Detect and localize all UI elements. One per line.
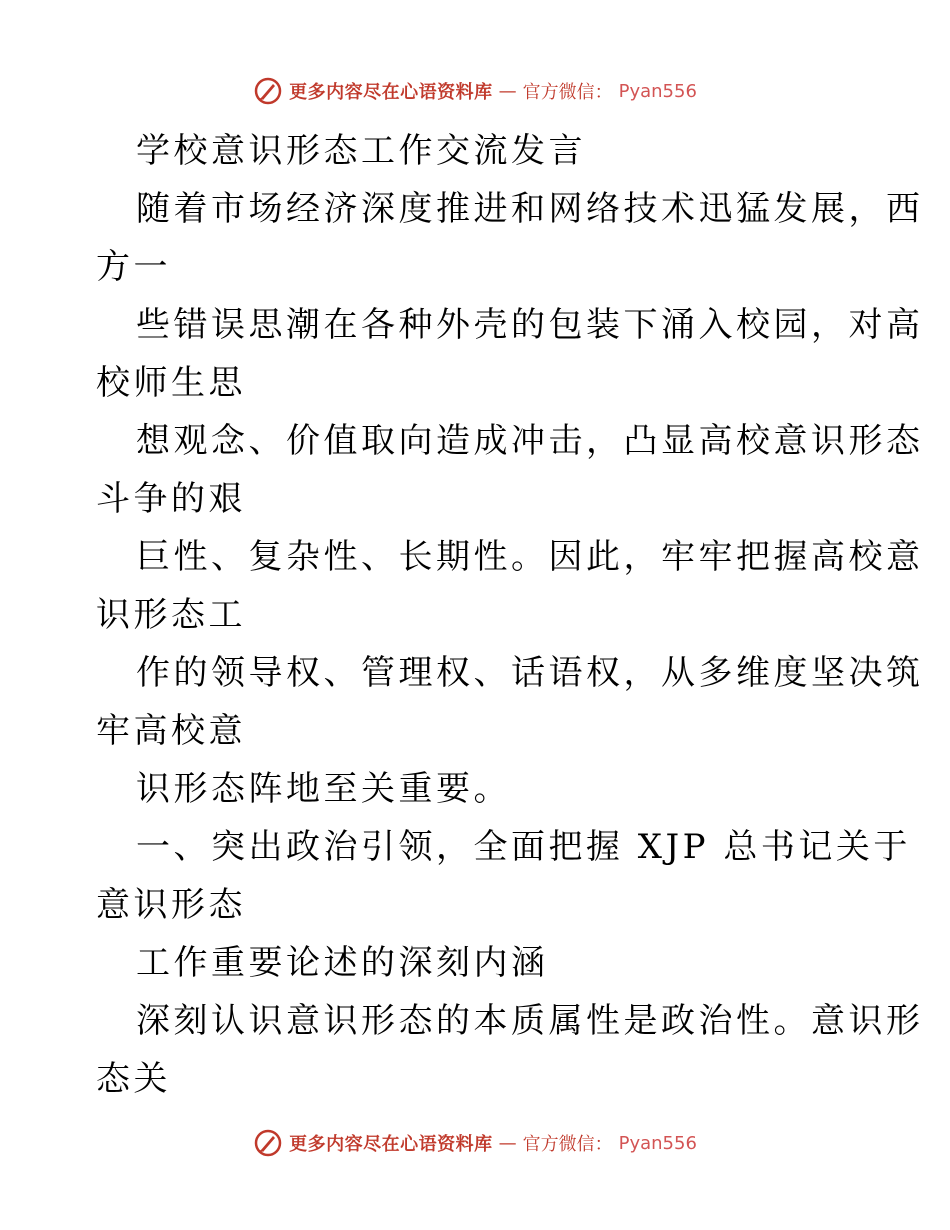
paragraph-line-wrap: 牢高校意: [96, 711, 246, 751]
watermark-separator: —: [498, 1132, 517, 1154]
paragraph: [96, 180, 924, 296]
paragraph: [96, 992, 924, 1108]
section-heading: [96, 818, 911, 934]
paragraph-line-wrap: 校师生思: [96, 363, 246, 403]
paragraph-line: 工作重要论述的深刻内涵: [136, 943, 549, 983]
paragraph-line-wrap: 方一: [96, 247, 171, 287]
paragraph-line-wrap: 态关: [96, 1059, 171, 1099]
paragraph: [96, 528, 924, 644]
watermark-brand: 更多内容尽在心语资料库: [289, 82, 493, 103]
feather-pen-icon: [253, 1128, 283, 1158]
paragraph: [96, 644, 924, 760]
paragraph-line: 巨性、复杂性、长期性。因此，牢牢把握高校意: [136, 537, 924, 577]
watermark-wechat-id: Pyan556: [618, 1132, 697, 1154]
paragraph-line-wrap: 识形态工: [96, 595, 246, 635]
watermark-separator: —: [498, 80, 517, 102]
paragraph: [96, 296, 924, 412]
header-watermark: [0, 76, 950, 111]
paragraph: [96, 760, 866, 818]
watermark-wechat-id: Pyan556: [618, 80, 697, 102]
paragraph-line: 随着市场经济深度推进和网络技术迅猛发展，西: [136, 189, 924, 229]
watermark-wechat-label: 官方微信：: [522, 82, 613, 103]
paragraph-line: 学校意识形态工作交流发言: [136, 131, 586, 171]
paragraph-line: 一、突出政治引领，全面把握 XJP 总书记关于: [136, 827, 911, 867]
watermark-banner: [253, 1128, 697, 1158]
paragraph-line: 些错误思潮在各种外壳的包装下涌入校园，对高: [136, 305, 924, 345]
paragraph-line-wrap: 意识形态: [96, 885, 246, 925]
document-title: [96, 122, 866, 180]
footer-watermark: [0, 1128, 950, 1163]
paragraph: [96, 412, 924, 528]
paragraph-line-wrap: 斗争的艰: [96, 479, 246, 519]
paragraph-line: 深刻认识意识形态的本质属性是政治性。意识形: [136, 1001, 924, 1041]
paragraph-line: 识形态阵地至关重要。: [136, 769, 511, 809]
section-heading-cont: [96, 934, 866, 992]
feather-pen-icon: [253, 76, 283, 106]
watermark-wechat-label: 官方微信：: [522, 1134, 613, 1155]
paragraph-line: 想观念、价值取向造成冲击，凸显高校意识形态: [136, 421, 924, 461]
paragraph-line: 作的领导权、管理权、话语权，从多维度坚决筑: [136, 653, 924, 693]
watermark-banner: [253, 76, 697, 106]
watermark-brand: 更多内容尽在心语资料库: [289, 1134, 493, 1155]
document-body: [96, 122, 924, 1108]
